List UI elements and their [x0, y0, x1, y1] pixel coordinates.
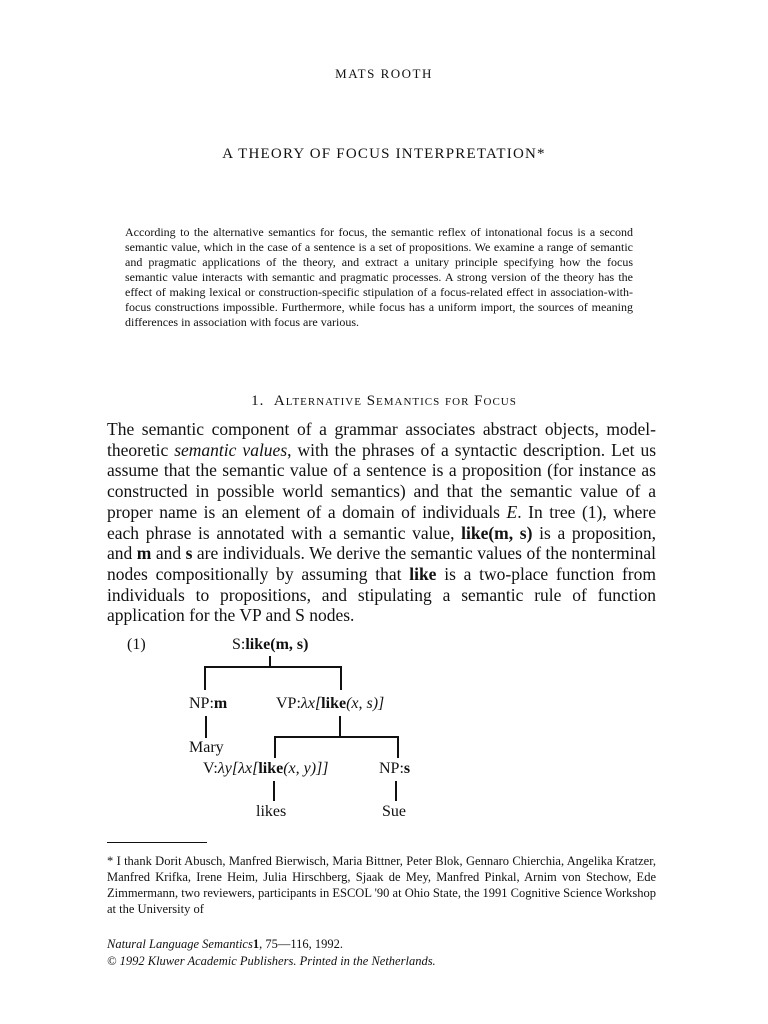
tree-line — [339, 716, 341, 736]
body-emphasis: semantic values — [174, 439, 288, 460]
tree-v-node — [203, 760, 329, 778]
body-text-run: are individuals. We derive the semantic values of the nonterminal nodes compositionally by assuming that — [107, 543, 656, 584]
body-emphasis: E — [506, 501, 518, 522]
tree-np-semantics: m — [213, 695, 228, 712]
section-number: 1. — [251, 393, 265, 409]
tree-root-node — [232, 636, 308, 654]
body-text-run: The semantic component of a grammar associates abstract objects, model-theoretic — [107, 419, 656, 460]
tree-leaf-sue: Sue — [382, 803, 406, 820]
paper-title: A THEORY OF FOCUS INTERPRETATION* — [222, 146, 546, 162]
tree-line — [204, 666, 206, 690]
tree-v-lambda: λy[λx[ — [217, 760, 259, 777]
body-text-run: is a proposition, and — [107, 522, 656, 564]
journal-citation — [107, 936, 656, 970]
tree-np2-category: NP: — [379, 760, 404, 777]
tree-line — [205, 716, 207, 738]
tree-leaf-mary: Mary — [189, 739, 224, 756]
tree-line — [397, 736, 399, 758]
tree-line — [273, 781, 275, 801]
body-bold: like(m, s) — [461, 522, 533, 543]
tree-np-node — [189, 695, 227, 713]
tree-leaf-likes: likes — [256, 803, 287, 820]
footnote: * I thank Dorit Abusch, Manfred Bierwisch, Maria Bittner, Peter Blok, Gennaro Chierchia, Angelika Kratzer, Manfred Krifka, Irene Heim, Julia Hirschberg, Sjaak de Mey, Manfred Pinkal, Arnim von Stechow, Ede Zimmermann, two reviewers, participants in ESCOL '90 at Ohio State, the 1991 Cognitive Science Workshop at the University of — [107, 854, 656, 916]
tree-v-args: (x, y)]] — [283, 760, 329, 777]
body-bold: m — [136, 543, 152, 564]
tree-np2-semantics: s — [403, 760, 411, 777]
body-text-run: and — [151, 543, 186, 564]
tree-vp-lambda: λx[ — [300, 695, 322, 712]
body-text-run: , with the phrases of a syntactic description. Let us assume that the semantic value of a sentence is a proposition (for instance as constructed in possible world semantics) and that the semantic value of a proper name is an element of a domain of individuals — [107, 439, 657, 522]
section-title: Alternative Semantics for Focus — [273, 393, 517, 409]
tree-vp-category: VP: — [276, 695, 301, 712]
section-heading — [0, 393, 768, 410]
tree-vp-node — [276, 695, 384, 713]
tree-np2-node — [379, 760, 410, 778]
citation-copyright: © 1992 Kluwer Academic Publishers. Printed in the Netherlands. — [107, 954, 436, 968]
author-name: MATS ROOTH — [335, 66, 433, 81]
tree-line — [204, 666, 341, 668]
abstract: According to the alternative semantics for focus, the semantic reflex of intonational focus is a second semantic value, which in the case of a sentence is a set of propositions. We examine a range of semantic and pragmatic applications of the theory, and extract a unitary principle specifying how the focus semantic value interacts with semantic and pragmatic processes. A strong version of the theory has the effect of making lexical or construction-specific stipulation of a focus-related effect in association-with-focus constructions impossible. Furthermore, while focus has a uniform import, the sources of meaning differences in association with focus are various. — [125, 225, 633, 329]
footnote-divider — [107, 842, 207, 843]
tree-line — [274, 736, 398, 738]
tree-np-category: NP: — [189, 695, 214, 712]
tree-v-category: V: — [203, 760, 218, 777]
tree-line — [274, 736, 276, 758]
copyright-line — [107, 953, 656, 970]
citation-volume: 1 — [252, 937, 260, 951]
tree-root-category: S: — [232, 636, 246, 653]
tree-vp-args: (x, s)] — [346, 695, 385, 712]
tree-v-like: like — [258, 760, 284, 777]
body-text-run: is a two-place function from individuals to propositions, and stipulating a semantic rule of function application for the VP and S nodes. — [107, 563, 656, 626]
body-bold: s — [185, 543, 193, 564]
tree-line — [395, 781, 397, 801]
tree-line — [340, 666, 342, 690]
citation-line — [107, 936, 656, 953]
body-text-run: . In tree (1), where each phrase is annotated with a semantic value, — [107, 501, 656, 543]
tree-root-semantics: like(m, s) — [245, 636, 309, 653]
citation-journal: Natural Language Semantics — [107, 937, 253, 951]
tree-line — [269, 656, 271, 666]
body-bold: like — [409, 563, 437, 584]
example-number: (1) — [127, 636, 146, 653]
citation-pages: , 75—116, 1992. — [259, 937, 344, 951]
body-paragraph — [107, 419, 656, 626]
tree-vp-like: like — [321, 695, 347, 712]
